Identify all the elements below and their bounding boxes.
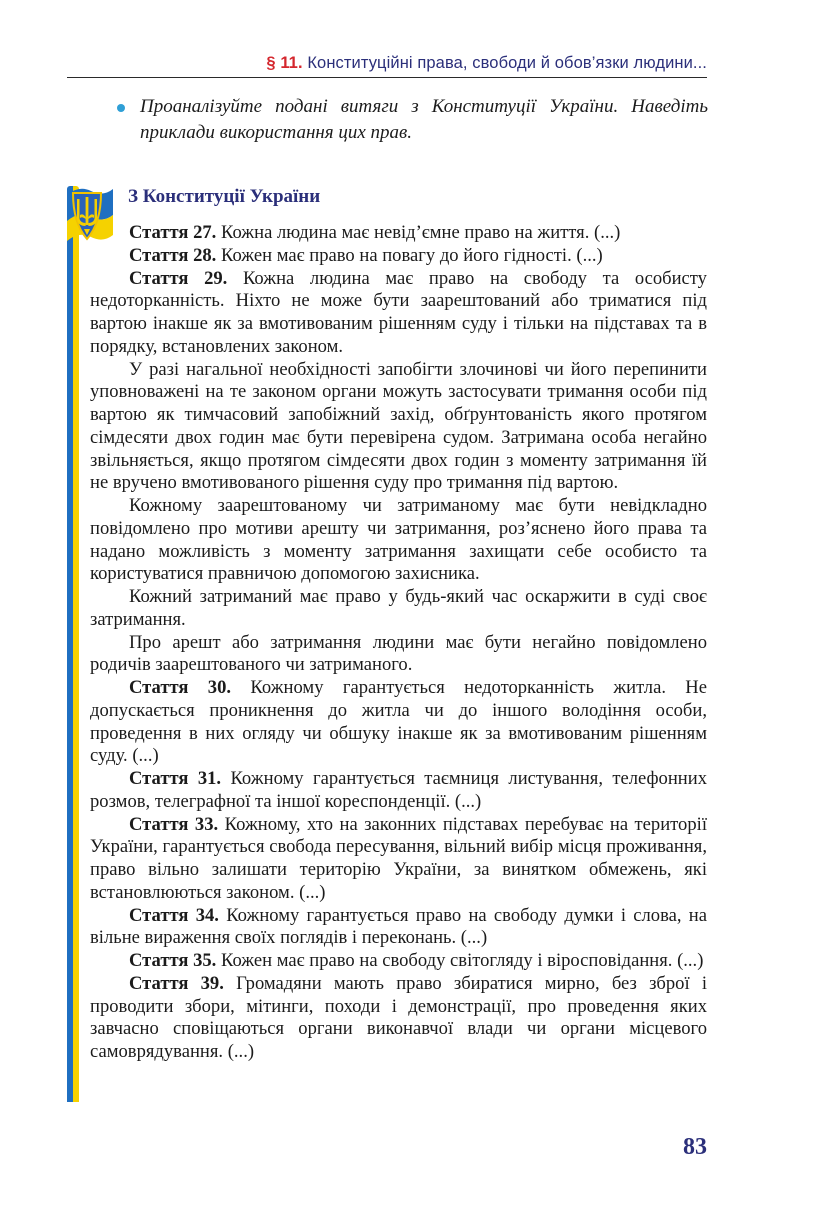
article-text: У разі нагальної необхідності запобігти злочинові чи його перепинити уповноважені на те законом органи можуть застосувати тримання особи під вартою як тимчасовий запобіжний захід, обґрунтованість якого протягом сімдесяти двох годин має бути перевірена судом. Затримана особа негайно звільняється, якщо протягом сімдесяти двох годин з моменту затримання їй не вручено вмотивованого рішення суду про тримання під вартою. bbox=[90, 358, 707, 494]
article-28 bbox=[90, 245, 707, 268]
article-text: Кожному гарантується таємниця листування, телефонних розмов, телеграфної та іншої кореспонденції. (...) bbox=[90, 768, 707, 812]
article-label: Стаття 31. bbox=[129, 768, 222, 789]
article-33 bbox=[90, 814, 707, 905]
running-header bbox=[67, 54, 707, 73]
article-34 bbox=[90, 905, 707, 951]
article-text: Про арешт або затримання людини має бути негайно повідомлено родичів заарештованого чи затриманого. bbox=[90, 631, 707, 676]
article-27 bbox=[90, 222, 707, 245]
page-number: 83 bbox=[683, 1134, 707, 1160]
bullet-icon bbox=[117, 104, 125, 112]
article-label: Стаття 33. bbox=[129, 813, 219, 835]
article-text: Громадяни мають право збиратися мирно, без зброї і проводити збори, мітинги, походи і демонстрації, про проведення яких завчасно сповіщаються органи виконавчої влади чи органи місцевого самоврядування. (...) bbox=[90, 972, 707, 1062]
header-rule bbox=[67, 77, 707, 78]
article-31 bbox=[90, 768, 707, 814]
article-text: Кожен має право на свободу світогляду і віросповідання. (...) bbox=[216, 950, 704, 971]
article-29 bbox=[90, 268, 707, 359]
article-label: Стаття 30. bbox=[129, 677, 232, 698]
article-text: Кожна людина має право на свободу та особисту недоторканність. Ніхто не може бути заарештований або триматися під вартою інакше як за вмотивованим рішенням суду і тільки на підставах та в порядку, встановлених законом. bbox=[90, 267, 707, 357]
article-label: Стаття 34. bbox=[129, 904, 219, 926]
article-label: Стаття 39. bbox=[129, 972, 224, 994]
article-text: Кожному заарештованому чи затриманому має бути невідкладно повідомлено про мотиви арешту чи затримання, роз’яснено його права та надано можливість з моменту затримання захищати себе особисто та користуватися правничою допомогою захисника. bbox=[90, 495, 707, 585]
article-29-paragraph-5 bbox=[90, 632, 707, 678]
article-text: Кожна людина має невід’ємне право на життя. (...) bbox=[216, 222, 621, 243]
article-30 bbox=[90, 677, 707, 768]
article-text: Кожний затриманий має право у будь-який час оскаржити в суді своє затримання. bbox=[90, 586, 707, 630]
article-label: Стаття 35. bbox=[129, 950, 217, 971]
article-39 bbox=[90, 973, 707, 1064]
article-text: Кожному, хто на законних підставах перебуває на території України, гарантується свобода пересування, вільний вибір місця проживання, право вільно залишати територію України, за винятком обмежень, які встановлюються законом. (...) bbox=[90, 813, 707, 903]
article-35 bbox=[90, 950, 707, 973]
article-text: Кожному гарантується право на свободу думки і слова, на вільне вираження своїх поглядів і переконань. (...) bbox=[90, 904, 707, 949]
source-title: З Конституції України bbox=[128, 186, 321, 207]
article-text: Кожен має право на повагу до його гідності. (...) bbox=[216, 244, 603, 266]
article-label: Стаття 28. bbox=[129, 244, 217, 266]
article-label: Стаття 29. bbox=[129, 267, 228, 289]
task-text: Проаналізуйте подані витяги з Конституції України. Наведіть приклади використання цих прав. bbox=[140, 96, 708, 143]
article-text: Кожному гарантується недоторканність житла. Не допускається проникнення до житла чи до іншого володіння особи, проведення в них огляду чи обшуку інакше як за вмотивованим рішенням суду. (...) bbox=[90, 677, 707, 767]
article-29-paragraph-3 bbox=[90, 495, 707, 586]
articles-body bbox=[90, 222, 707, 1064]
section-number: § 11. bbox=[266, 54, 303, 72]
flag-stripe bbox=[67, 186, 79, 1102]
article-label: Стаття 27. bbox=[129, 222, 217, 243]
task-block bbox=[118, 94, 708, 146]
article-29-paragraph-2 bbox=[90, 359, 707, 496]
article-29-paragraph-4 bbox=[90, 586, 707, 632]
section-title: Конституційні права, свободи й обов’язки людини... bbox=[307, 54, 707, 72]
